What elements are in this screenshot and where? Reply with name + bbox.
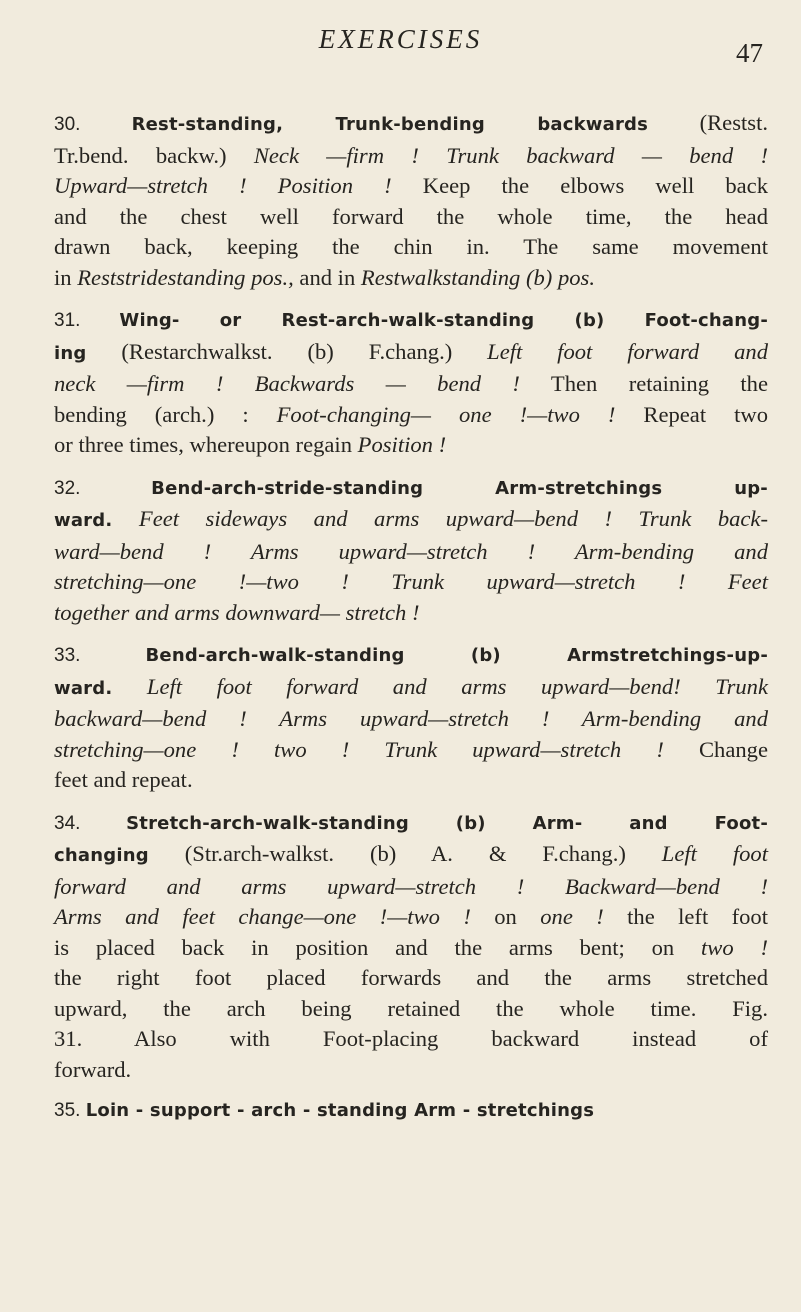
body-text: the right foot placed forwards and the arms stretched [54, 965, 768, 990]
text-line [54, 872, 768, 903]
text-line [54, 807, 768, 840]
exercise-heading: Stretch-arch-walk-standing (b) Arm- and Foot- [126, 812, 768, 834]
body-text: (Restst. [648, 110, 768, 135]
command-text: Neck —firm ! Trunk backward — bend ! [253, 142, 768, 168]
exercise-heading: ing [54, 342, 87, 364]
exercise-paragraph [54, 807, 768, 1086]
body-text: Change [663, 736, 768, 762]
running-title: EXERCISES [318, 24, 483, 54]
exercise-heading: ward. [54, 677, 113, 699]
exercise-number: 32. [54, 477, 152, 499]
body-text: feet and repeat. [54, 767, 193, 792]
text-line [54, 839, 768, 872]
text-line [54, 567, 768, 598]
command-text: Left foot forward and arms upward—bend! Trunk [112, 673, 768, 699]
exercise-paragraph [54, 472, 768, 629]
exercise-heading: Bend-arch-stride-standing Arm-stretchings up- [151, 477, 768, 499]
command-text: backward—bend ! Arms upward—stretch ! Arm-bending and [54, 706, 768, 731]
command-text: Upward—stretch ! Position ! [54, 173, 392, 198]
text-line [54, 963, 768, 994]
command-text: together and arms downward— stretch ! [54, 599, 420, 625]
exercise-number: 34. [54, 812, 127, 834]
command-text: Feet sideways and arms upward—bend ! Trunk back- [112, 506, 768, 531]
exercise-number: 33. [54, 645, 146, 666]
exercise-heading: changing [54, 845, 149, 866]
page-body [54, 108, 768, 1138]
text-line [54, 704, 768, 735]
exercise-heading: Loin - support - arch - standing Arm - stretchings [85, 1100, 595, 1121]
command-text: stretching—one !—two ! Trunk upward—stretch ! Feet [54, 569, 768, 594]
exercise-paragraph [54, 304, 768, 461]
command-text: Arms and feet change—one !—two ! [54, 904, 471, 929]
command-text: stretching—one ! two ! Trunk upward—stretch ! [54, 736, 664, 762]
body-text: 31. Also with Foot-placing backward instead of [54, 1026, 768, 1051]
exercise-number: 31. [54, 310, 120, 331]
command-text: Foot-changing— one !—two ! [276, 401, 616, 427]
body-text: bending (arch.) : [54, 401, 277, 427]
text-line [54, 765, 768, 796]
exercise-paragraph [54, 639, 768, 796]
body-text: in [54, 264, 78, 290]
body-text: and in [293, 264, 361, 290]
body-text: upward, the arch being retained the whole time. Fig. [54, 995, 768, 1021]
text-line [54, 902, 768, 933]
text-line [54, 1024, 768, 1055]
text-line [54, 598, 768, 629]
exercise-paragraph [54, 1094, 768, 1127]
command-text: Left foot [661, 841, 768, 866]
body-text: Then retaining the [519, 371, 768, 396]
text-line [54, 472, 768, 505]
body-text: is placed back in position and the arms bent; on [54, 934, 702, 960]
body-text: drawn back, keeping the chin in. The same movement [54, 234, 768, 259]
body-text: Keep the elbows well back [391, 173, 768, 198]
text-line [54, 108, 768, 141]
text-line [54, 263, 768, 294]
exercise-paragraph [54, 108, 768, 293]
command-text: neck —firm ! Backwards — bend ! [54, 371, 520, 396]
body-text: Tr.bend. backw.) [54, 142, 254, 168]
text-line [54, 1055, 768, 1086]
text-line [54, 202, 768, 233]
text-line [54, 994, 768, 1025]
body-text: forward. [54, 1056, 132, 1082]
exercise-heading: Bend-arch-walk-standing (b) Armstretchings-up- [145, 645, 768, 666]
command-text: Reststridestanding pos., [77, 264, 294, 290]
command-text: Left foot forward and [487, 338, 768, 364]
text-line [54, 369, 768, 400]
command-text: two ! [701, 934, 768, 960]
body-text: or three times, whereupon regain [54, 432, 358, 457]
text-line [54, 171, 768, 202]
text-line [54, 504, 768, 537]
text-line [54, 735, 768, 766]
text-line [54, 672, 768, 705]
text-line [54, 933, 768, 964]
body-text: (Str.arch-walkst. (b) A. & F.chang.) [148, 841, 662, 866]
exercise-number: 35. [54, 1100, 86, 1121]
exercise-heading: Wing- or Rest-arch-walk-standing (b) Foot-chang- [119, 310, 769, 331]
body-text: and the chest well forward the whole time, the head [54, 203, 768, 229]
body-text: Repeat two [615, 401, 768, 427]
command-text: Restwalkstanding (b) pos. [360, 264, 596, 290]
body-text: the left foot [603, 904, 768, 929]
command-text: forward and arms upward—stretch ! Backward—bend ! [54, 873, 768, 899]
text-line [54, 337, 768, 370]
text-line [54, 639, 768, 672]
text-line [54, 1094, 768, 1127]
exercise-heading: Rest-standing, Trunk-bending backwards [131, 114, 649, 135]
command-text: Position ! [357, 432, 447, 457]
exercise-number: 30. [54, 114, 132, 135]
text-line [54, 537, 768, 568]
exercise-heading: ward. [54, 510, 113, 531]
command-text: ward—bend ! Arms upward—stretch ! Arm-bending and [54, 538, 768, 564]
page-number: 47 [736, 38, 763, 68]
text-line [54, 400, 768, 431]
command-text: one ! [540, 904, 604, 929]
text-line [54, 232, 768, 263]
text-line [54, 141, 768, 172]
body-text: (Restarchwalkst. (b) F.chang.) [86, 338, 488, 364]
text-line [54, 304, 768, 337]
text-line [54, 430, 768, 461]
body-text: on [470, 904, 541, 929]
